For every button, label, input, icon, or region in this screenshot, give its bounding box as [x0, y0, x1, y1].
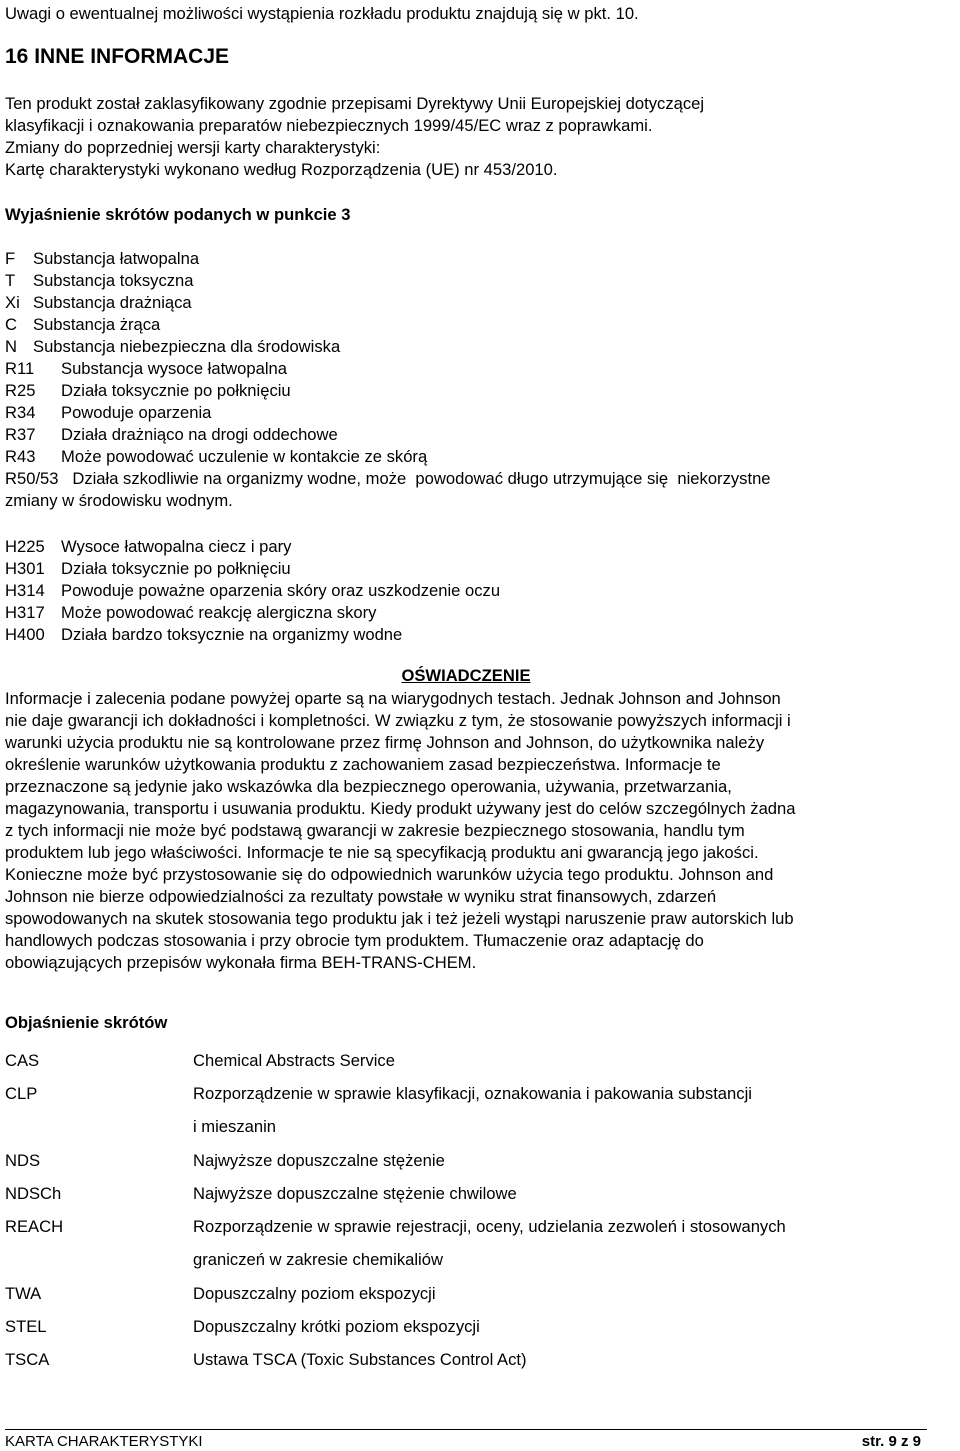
- glossary-def: Dopuszczalny krótki poziom ekspozycji: [193, 1317, 480, 1336]
- r-text: Działa toksycznie po połknięciu: [61, 381, 291, 400]
- h-code: H317: [5, 603, 45, 622]
- footer-page-number: str. 9 z 9: [861, 1433, 921, 1450]
- r-text: Powoduje oparzenia: [61, 403, 212, 422]
- statement-line: handlowych podczas stosowania i przy obrocie tym produktem. Tłumaczenie oraz adaptację do: [5, 931, 704, 950]
- statement-line: warunki użycia produktu nie są kontrolowane przez firmę Johnson and Johnson, do użytkownika należy: [5, 733, 765, 752]
- h-code: H225: [5, 537, 45, 556]
- statement-line: obowiązujących przepisów wykonała firma BEH-TRANS-CHEM.: [5, 953, 477, 972]
- h-text: Działa bardzo toksycznie na organizmy wodne: [61, 625, 403, 644]
- r5053-line: zmiany w środowisku wodnym.: [5, 491, 233, 510]
- symbol-code: Xi: [5, 293, 20, 312]
- symbol-code: C: [5, 315, 17, 334]
- r-text: Może powodować uczulenie w kontakcie ze skórą: [61, 447, 428, 466]
- h-text: Może powodować reakcję alergiczna skory: [61, 603, 377, 622]
- list-item: [5, 558, 927, 580]
- glossary-code: STEL: [5, 1317, 47, 1336]
- h-phrase-list: [5, 536, 927, 646]
- list-item: [5, 380, 927, 402]
- symbol-code: N: [5, 337, 17, 356]
- statement-body: [5, 688, 927, 974]
- glossary-code: TWA: [5, 1284, 42, 1303]
- statement-line: spowodowanych na skutek stosowania tego produktu jak i też jeżeli wystąpi naruszenie praw autorskich lub: [5, 909, 794, 928]
- list-item: [5, 314, 927, 336]
- glossary-def: Najwyższe dopuszczalne stężenie chwilowe: [193, 1184, 517, 1203]
- r-text: Substancja wysoce łatwopalna: [61, 359, 287, 378]
- decomposition-note: Uwagi o ewentualnej możliwości wystąpienia rozkładu produktu znajdują się w pkt. 10.: [5, 4, 639, 23]
- footer-document-title: KARTA CHARAKTERYSTYKI: [5, 1433, 203, 1450]
- intro-line: Kartę charakterystyki wykonano według Rozporządzenia (UE) nr 453/2010.: [5, 160, 558, 179]
- symbol-text: Substancja niebezpieczna dla środowiska: [33, 337, 341, 356]
- h-text: Wysoce łatwopalna ciecz i pary: [61, 537, 292, 556]
- symbol-text: Substancja żrąca: [33, 315, 161, 334]
- section-intro: [5, 93, 927, 181]
- list-item: [5, 424, 927, 446]
- statement-line: nie daje gwarancji ich dokładności i kompletności. W związku z tym, że stosowanie powyższych informacji i: [5, 711, 791, 730]
- h-text: Działa toksycznie po połknięciu: [61, 559, 291, 578]
- r-code: R37: [5, 425, 36, 444]
- list-item: [5, 624, 927, 646]
- statement-line: magazynowania, transportu i usuwania produktu. Kiedy produkt używany jest do celów szczególnych żadna: [5, 799, 796, 818]
- h-text: Powoduje poważne oparzenia skóry oraz uszkodzenie oczu: [61, 581, 501, 600]
- r-code: R11: [5, 359, 35, 378]
- r-code: R34: [5, 403, 36, 422]
- list-item: [5, 446, 927, 468]
- glossary-def: Najwyższe dopuszczalne stężenie: [193, 1151, 445, 1170]
- glossary-def: Rozporządzenie w sprawie klasyfikacji, oznakowania i pakowania substancji: [193, 1084, 752, 1103]
- glossary-title: Objaśnienie skrótów: [5, 1013, 168, 1032]
- glossary-def-continued: i mieszanin: [193, 1117, 277, 1136]
- glossary-code: CAS: [5, 1051, 40, 1070]
- list-item: [5, 292, 927, 314]
- glossary-def: Chemical Abstracts Service: [193, 1051, 395, 1070]
- symbol-code: T: [5, 271, 16, 290]
- list-item: [5, 602, 927, 624]
- statement-line: produktem lub jego właściwości. Informacje te nie są specyfikacją produktu ani gwarancją jego jakości.: [5, 843, 759, 862]
- glossary-code: NDSCh: [5, 1184, 62, 1203]
- glossary-code: NDS: [5, 1151, 41, 1170]
- abbrev-title: Wyjaśnienie skrótów podanych w punkcie 3: [5, 205, 351, 224]
- list-item: [5, 248, 927, 270]
- h-code: H301: [5, 559, 45, 578]
- glossary-def: Dopuszczalny poziom ekspozycji: [193, 1284, 436, 1303]
- intro-line: Ten produkt został zaklasyfikowany zgodnie przepisami Dyrektywy Unii Europejskiej dotyczącej: [5, 94, 705, 113]
- symbol-code: F: [5, 249, 16, 268]
- footer-divider: [5, 1429, 927, 1430]
- list-item: [5, 580, 927, 602]
- list-item: [5, 270, 927, 292]
- glossary-code: CLP: [5, 1084, 38, 1103]
- glossary-code: TSCA: [5, 1350, 50, 1369]
- section-title: 16 INNE INFORMACJE: [5, 45, 230, 68]
- symbol-text: Substancja drażniąca: [33, 293, 192, 312]
- symbol-list: [5, 248, 927, 512]
- symbol-text: Substancja łatwopalna: [33, 249, 200, 268]
- r-code: R25: [5, 381, 36, 400]
- symbol-text: Substancja toksyczna: [33, 271, 194, 290]
- glossary-def-continued: graniczeń w zakresie chemikaliów: [193, 1250, 443, 1269]
- statement-line: określenie warunków użytkowania produktu z zachowaniem zasad bezpieczeństwa. Informacje te: [5, 755, 721, 774]
- intro-line: Zmiany do poprzedniej wersji karty charakterystyki:: [5, 138, 381, 157]
- r-code: R43: [5, 447, 36, 466]
- h-code: H314: [5, 581, 45, 600]
- list-item: [5, 358, 927, 380]
- glossary-def: Rozporządzenie w sprawie rejestracji, oceny, udzielania zezwoleń i stosowanych: [193, 1217, 786, 1236]
- glossary-def: Ustawa TSCA (Toxic Substances Control Act): [193, 1350, 527, 1369]
- statement-line: Johnson nie bierze odpowiedzialności za rezultaty powstałe w wyniku strat finansowych, zdarzeń: [5, 887, 717, 906]
- statement-line: Informacje i zalecenia podane powyżej oparte są na wiarygodnych testach. Jednak Johnson and Johnson: [5, 689, 781, 708]
- statement-line: przeznaczone są jedynie jako wskazówka dla bezpiecznego operowania, używania, przetwarzania,: [5, 777, 732, 796]
- list-item: [5, 336, 927, 358]
- intro-line: klasyfikacji i oznakowania preparatów niebezpiecznych 1999/45/EC wraz z poprawkami.: [5, 116, 653, 135]
- statement-line: z tych informacji nie może być podstawą gwarancji w zakresie bezpiecznego stosowania, handlu tym: [5, 821, 745, 840]
- list-item: [5, 402, 927, 424]
- list-item: [5, 536, 927, 558]
- r5053-line: R50/53 Działa szkodliwie na organizmy wodne, może powodować długo utrzymujące się niekorzystne: [5, 469, 771, 488]
- h-code: H400: [5, 625, 45, 644]
- statement-title: OŚWIADCZENIE: [401, 666, 531, 685]
- r-text: Działa drażniąco na drogi oddechowe: [61, 425, 338, 444]
- statement-line: Konieczne może być przystosowanie się do odpowiednich warunków użycia tego produktu. Johnson and: [5, 865, 774, 884]
- glossary-code: REACH: [5, 1217, 64, 1236]
